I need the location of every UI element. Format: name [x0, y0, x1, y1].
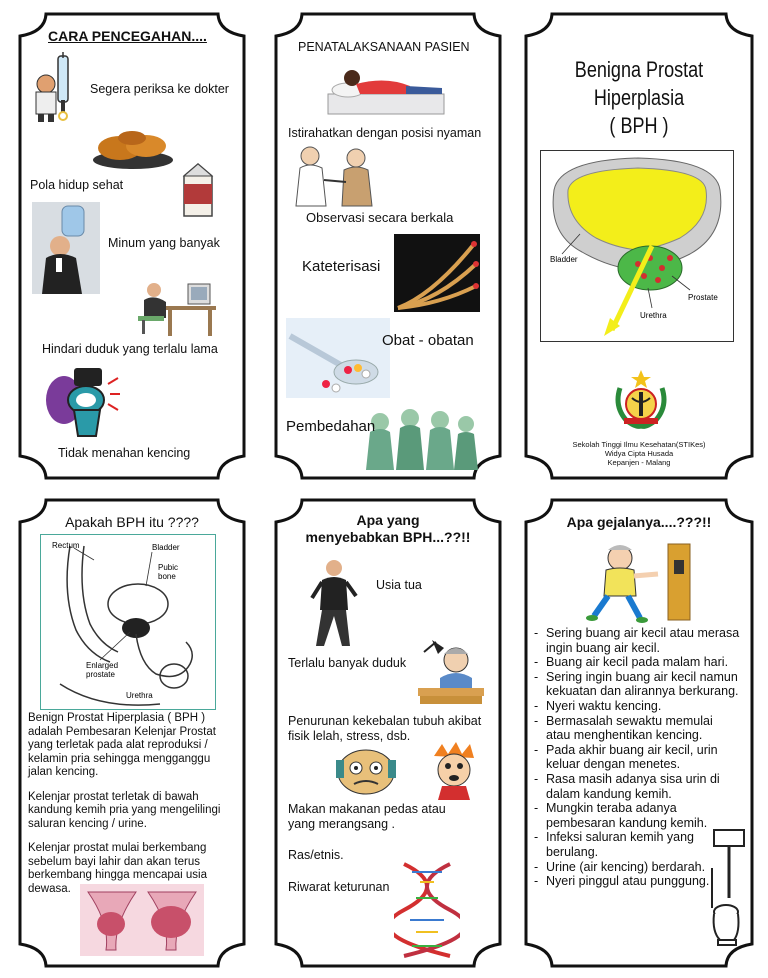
anatomy-label-pubic: Pubic	[158, 563, 179, 572]
dna-helix-icon	[394, 862, 460, 958]
cause-item-age: Usia tua	[376, 578, 422, 592]
anatomy-label-rectum: Rectum	[52, 541, 80, 550]
symptom-item: - Mungkin teraba adanya pembesaran kandung kemih.	[534, 801, 740, 830]
cause-item-sitting: Terlalu banyak duduk	[288, 656, 407, 670]
desk-worker-icon	[416, 638, 486, 706]
symptoms-title: Apa gejalanya....???!!	[566, 514, 712, 530]
what-is-bph-title: Apakah BPH itu ????	[65, 514, 199, 530]
prevention-item-doctor: Segera periksa ke dokter	[90, 82, 229, 96]
bph-definition-paragraph: Benign Prostat Hiperplasia ( BPH ) adalah Pembesaran Kelenjar Prostat yang terletak pada alat reproduksi / kelamin pria sehingga mengganggu jalan kencing.	[28, 712, 216, 778]
treatment-item-surgery: Pembedahan	[286, 418, 376, 435]
anatomy-label-bladder: Bladder	[152, 543, 180, 552]
treatment-item-catheter: Kateterisasi	[302, 258, 381, 275]
panel-causes	[274, 498, 502, 968]
treatment-item-rest: Istirahatkan dengan posisi nyaman	[288, 126, 482, 140]
anatomy-label-bone: bone	[158, 572, 176, 581]
medicine-spoon-photo	[286, 318, 390, 398]
prostate-comparison-image	[80, 884, 204, 956]
stressed-face-icon	[334, 748, 398, 798]
symptom-item: - Nyeri pinggul atau punggung.	[534, 874, 740, 889]
causes-title-line2: menyebabkan BPH...??!!	[305, 529, 471, 545]
cause-item-ethnicity: Ras/etnis.	[288, 848, 344, 862]
bph-location-paragraph: Kelenjar prostat terletak di bawah kandung kemih pria yang mengelilingi saluran kencing / urine.	[28, 790, 221, 830]
computer-desk-icon	[134, 276, 218, 336]
cause-item-immunity: Penurunan kekebalan tubuh akibat fisik lelah, stress, dsb.	[288, 714, 482, 743]
symptom-item: - Pada akhir buang air kecil, urin keluar dengan menetes.	[534, 743, 740, 772]
panel-symptoms	[524, 498, 754, 968]
prevention-title: CARA PENCEGAHAN....	[48, 28, 207, 44]
symptom-item: - Buang air kecil pada malam hari.	[534, 655, 740, 670]
panel-cover	[524, 12, 754, 480]
angry-face-icon	[428, 742, 480, 802]
causes-title-line1: Apa yang	[356, 512, 420, 528]
cause-item-spicy-food: Makan makanan pedas atau yang merangsang .	[288, 802, 446, 831]
panel-treatment	[274, 12, 502, 480]
milk-carton-icon	[180, 162, 216, 218]
anatomy-label-enlarged: Enlarged	[86, 661, 119, 670]
treatment-item-medicine: Obat - obatan	[382, 332, 474, 349]
toilet-icon	[42, 364, 122, 440]
prevention-item-healthy: Pola hidup sehat	[30, 178, 124, 192]
anatomy-label-prostate: prostate	[86, 670, 115, 679]
institution-line1: Sekolah Tinggi Ilmu Kesehatan(STIKes)	[572, 440, 706, 449]
prevention-item-drink: Minum yang banyak	[108, 236, 220, 250]
symptom-item: - Infeksi saluran kemih yang berulang.	[534, 830, 740, 859]
anatomy-label-urethra: Urethra	[126, 691, 153, 700]
bladder-prostate-diagram	[540, 150, 734, 342]
diagram-label-prostate: Prostate	[688, 293, 718, 302]
symptom-item: - Sering ingin buang air kecil namun kekuatan dan alirannya berkurang.	[534, 670, 740, 699]
drinking-water-photo	[32, 202, 100, 294]
institution-name	[524, 440, 754, 467]
catheter-photo	[394, 234, 480, 312]
surgery-team-icon	[360, 406, 480, 470]
bph-growth-paragraph: Kelenjar prostat mulai berkembang sebelum bayi lahir dan akan terus berkembang hingga mencapai usia dewasa.	[28, 842, 208, 895]
doctor-observation-icon	[290, 144, 380, 208]
institution-line2: Widya Cipta Husada	[604, 449, 674, 458]
causes-title	[274, 512, 502, 546]
cover-title	[545, 56, 734, 140]
panel-prevention	[18, 12, 246, 480]
old-man-icon	[310, 558, 360, 650]
diagram-label-bladder: Bladder	[550, 255, 578, 264]
what-is-bph-text	[28, 712, 234, 907]
symptom-item: - Sering buang air kecil atau merasa ingin buang air kecil.	[534, 626, 740, 655]
rushing-to-toilet-icon	[584, 540, 696, 624]
cover-title-line2: ( BPH )	[609, 113, 669, 138]
institution-line3: Kepanjen - Malang	[607, 458, 671, 467]
prevention-item-hold-urine: Tidak menahan kencing	[58, 446, 191, 460]
doctor-syringe-icon	[28, 52, 88, 124]
patient-resting-icon	[326, 58, 446, 120]
institution-emblem	[610, 368, 672, 430]
food-plate-icon	[90, 124, 176, 172]
treatment-item-observe: Observasi secara berkala	[306, 210, 454, 225]
diagram-label-urethra: Urethra	[640, 311, 667, 320]
male-anatomy-diagram	[40, 534, 216, 710]
panel-what-is-bph	[18, 498, 246, 968]
cover-title-line1: Benigna Prostat Hiperplasia	[574, 57, 704, 110]
cause-item-heredity: Riwarat keturunan	[288, 880, 390, 894]
symptom-item: - Urine (air kencing) berdarah.	[534, 860, 740, 875]
toilet-outline-icon	[704, 828, 748, 948]
treatment-title: PENATALAKSANAAN PASIEN	[298, 40, 470, 54]
prevention-item-sitting: Hindari duduk yang terlalu lama	[42, 342, 218, 356]
symptom-item: - Bermasalah sewaktu memulai atau menghentikan kencing.	[534, 714, 740, 743]
symptom-item: - Nyeri waktu kencing.	[534, 699, 740, 714]
symptom-item: - Rasa masih adanya sisa urin di dalam kandung kemih.	[534, 772, 740, 801]
